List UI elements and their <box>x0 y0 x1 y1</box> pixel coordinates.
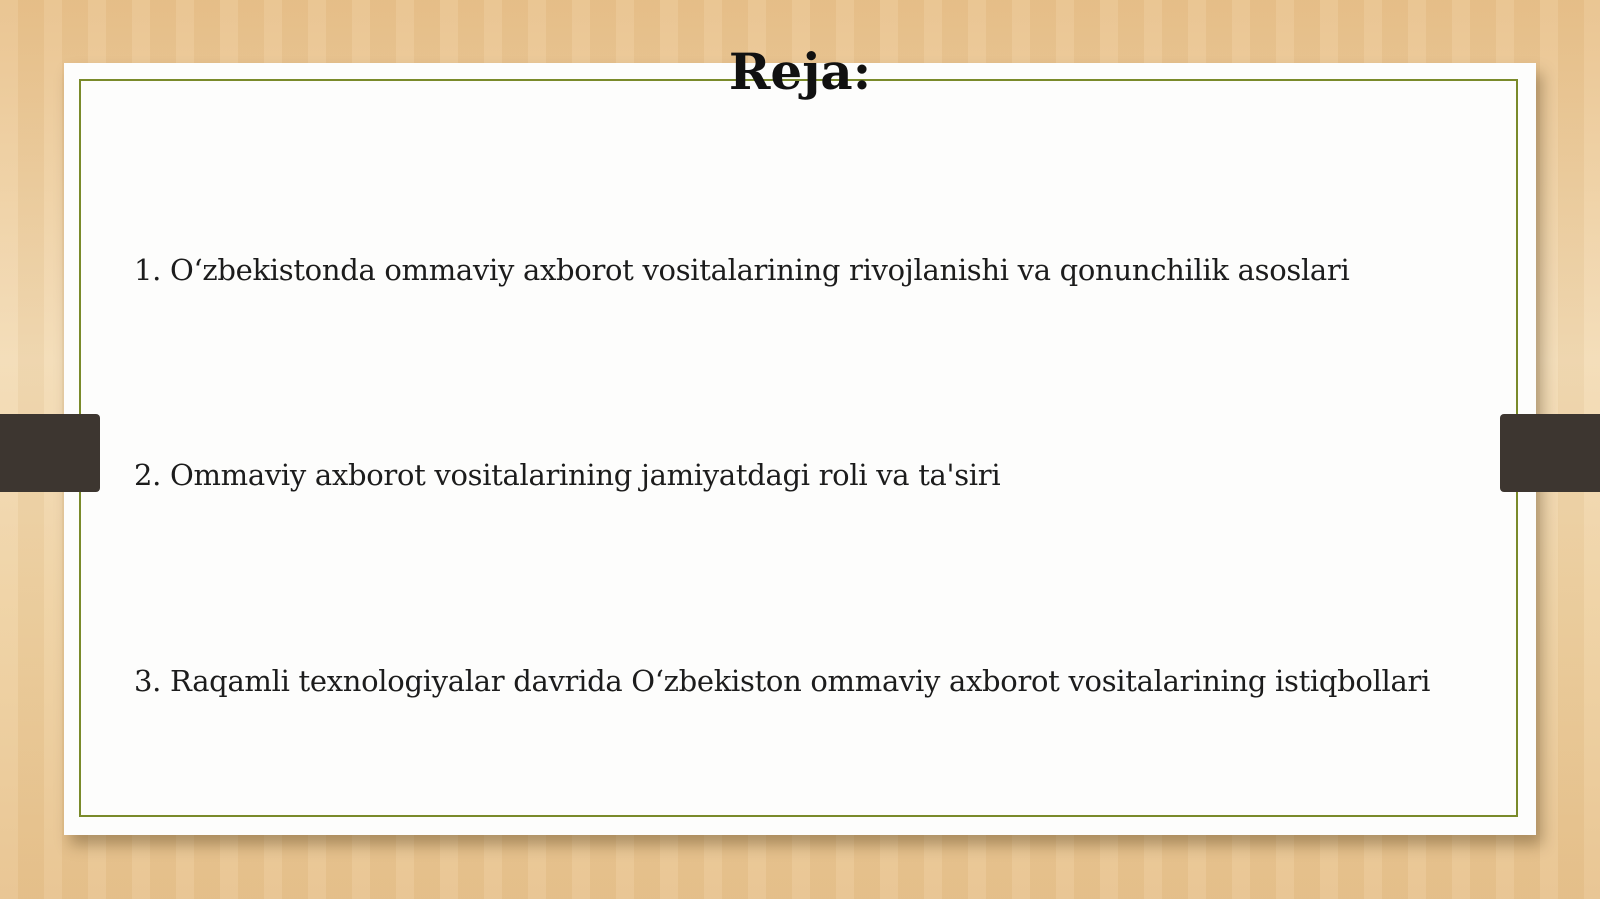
slide-title: Reja: <box>728 42 872 101</box>
plan-item-1: 1. O‘zbekistonda ommaviy axborot vositalarining rivojlanishi va qonunchilik asoslari <box>134 253 1350 287</box>
plan-item-2: 2. Ommaviy axborot vositalarining jamiyatdagi roli va ta'siri <box>134 458 1001 492</box>
left-tab-decoration <box>0 414 100 492</box>
right-tab-decoration <box>1500 414 1600 492</box>
plan-item-3: 3. Raqamli texnologiyalar davrida O‘zbekiston ommaviy axborot vositalarining istiqbollari <box>134 664 1431 698</box>
slide-frame <box>79 79 1518 817</box>
